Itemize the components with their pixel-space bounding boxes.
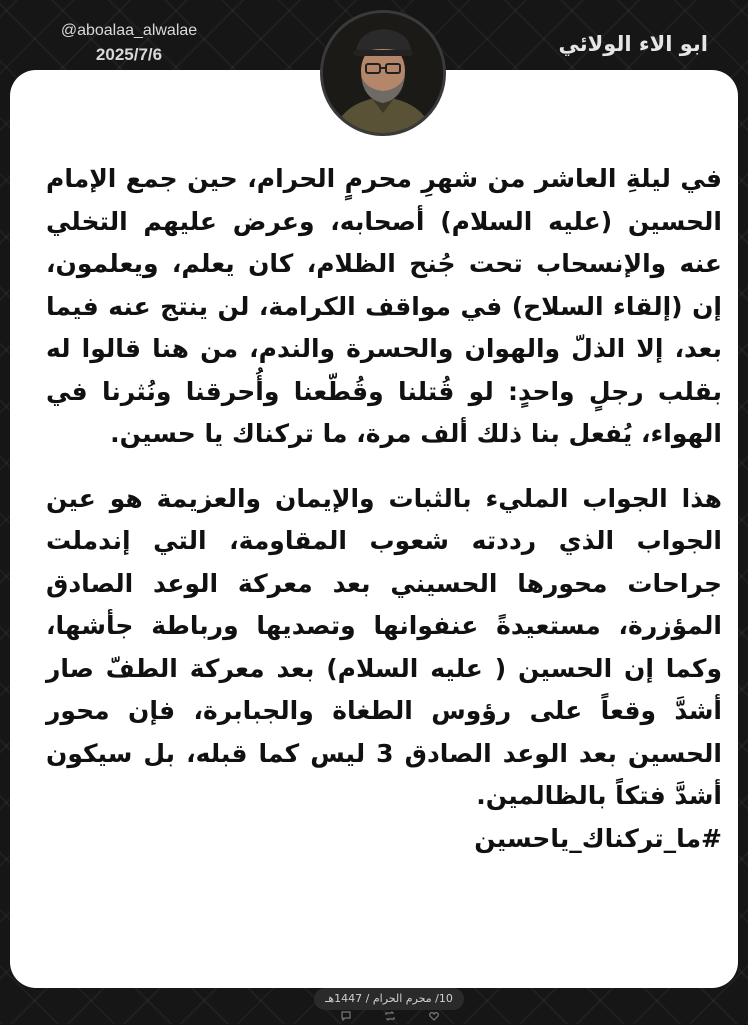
hashtag[interactable]: #ما_تركناك_ياحسين bbox=[474, 823, 722, 853]
comment-icon[interactable] bbox=[340, 1010, 352, 1025]
post-card bbox=[10, 70, 738, 988]
avatar-portrait bbox=[323, 13, 443, 133]
post-date: 2025/7/6 bbox=[95, 45, 163, 64]
post-body bbox=[46, 158, 722, 860]
account-handle[interactable]: @aboalaa_alwalae bbox=[60, 22, 198, 39]
author-avatar[interactable] bbox=[320, 10, 446, 136]
repost-icon[interactable] bbox=[384, 1010, 396, 1025]
post-actions bbox=[340, 1010, 440, 1024]
author-name[interactable]: ابو الاء الولائي bbox=[558, 32, 708, 56]
paragraph-1: في ليلةِ العاشر من شهرِ محرمٍ الحرام، حين جمع الإمام الحسين (عليه السلام) أصحابه، وعرض عليهم التخلي عنه والإنسحاب تحت جُنح الظلام، كان يعلم، ويعلمون، إن (إلقاء السلاح) في مواقف الكرامة، لن ينتج عنه فيما بعد، إلا الذلّ والهوان والحسرة والندم، من هنا قالوا له بقلب رجلٍ واحدٍ: لو قُتلنا وقُطّعنا وأُحرقنا ونُثرنا في الهواء، يُفعل بنا ذلك ألف مرة، ما تركناك يا حسين. bbox=[46, 164, 722, 448]
like-icon[interactable] bbox=[428, 1010, 440, 1025]
hijri-date-badge: 10/ محرم الحرام / 1447هـ bbox=[314, 988, 464, 1010]
paragraph-2: هذا الجواب المليء بالثبات والإيمان والعزيمة هو عين الجواب الذي رددته شعوب المقاومة، التي إندملت جراحات محورها الحسيني بعد معركة الوعد الصادق المؤزرة، مستعيدةً عنفوانها وتصديها ورباطة جأشها، وكما إن الحسين ( عليه السلام) بعد معركة الطفّ صار أشدَّ وقعاً على رؤوس الطغاة والجبابرة، فإن محور الحسين بعد الوعد الصادق 3 ليس كما قبله، بل سيكون أشدَّ فتكاً بالظالمين. bbox=[46, 483, 722, 810]
